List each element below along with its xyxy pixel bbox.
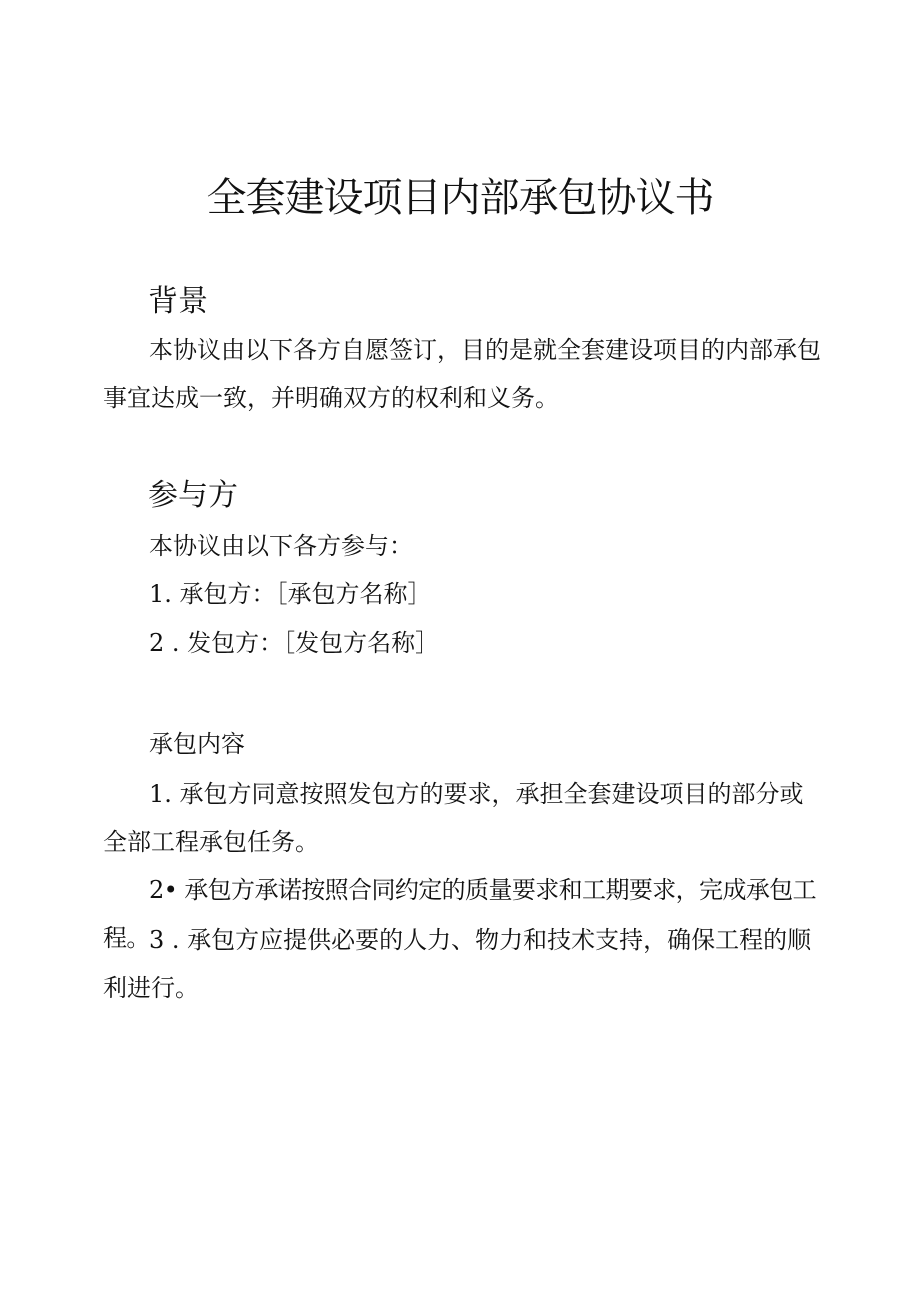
content-item-1: 1. 承包方同意按照发包方的要求，承担全套建设项目的部分或全部工程承包任务。 xyxy=(103,780,804,856)
section-heading-background: 背景 xyxy=(148,284,208,319)
party-item-contractor: 1. 承包方：［承包方名称］ xyxy=(149,580,432,608)
background-paragraph: 本协议由以下各方自愿签订，目的是就全套建设项目的内部承包事宜达成一致，并明确双方的权利和义务。 xyxy=(103,336,821,412)
section-heading-parties: 参与方 xyxy=(148,478,238,513)
document-title: 全套建设项目内部承包协议书 xyxy=(206,175,714,221)
party-item-employer: 2 . 发包方：［发包方名称］ xyxy=(149,629,440,657)
content-item-2: 2• 承包方承诺按照合同约定的质量要求和工期要求，完成承包工程。 xyxy=(103,876,817,952)
section-heading-content: 承包内容 xyxy=(149,730,245,758)
content-item-3: 3 . 承包方应提供必要的人力、物力和技术支持，确保工程的顺利进行。 xyxy=(103,926,812,1002)
parties-intro: 本协议由以下各方参与： xyxy=(149,532,413,560)
